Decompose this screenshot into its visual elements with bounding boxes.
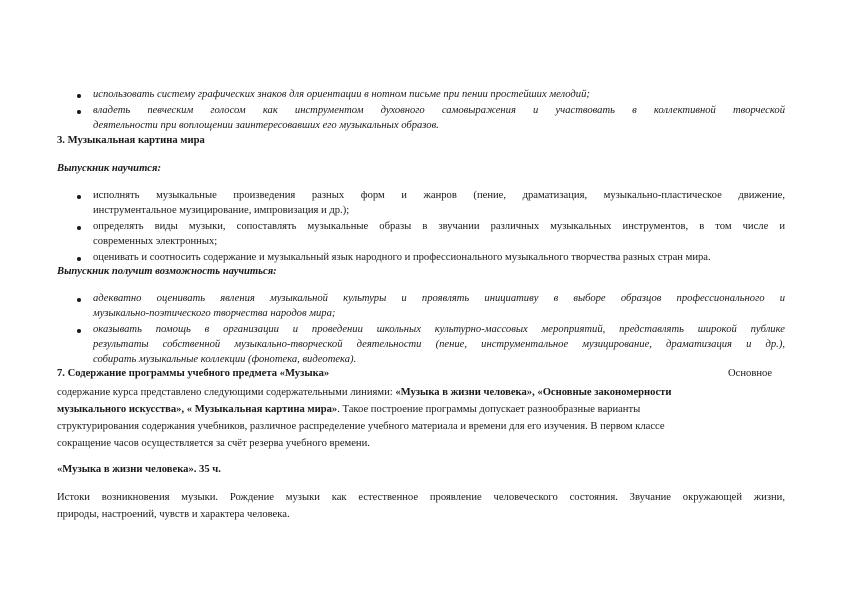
list-item-continuation: деятельности при воплощении заинтересовавших его музыкальных образов. xyxy=(93,120,439,131)
list-item: исполнять музыкальные произведения разных форм и жанров (пение, драматизация, музыкально-пластическое движение, xyxy=(93,190,785,201)
bullet-dot xyxy=(77,110,81,114)
paragraph-word: Основное xyxy=(728,368,773,379)
list-item-continuation: инструментальное музицирование, импровизация и др.); xyxy=(93,205,350,216)
paragraph-text: . Такое построение программы допускает разнообразные варианты xyxy=(337,404,641,415)
topic-heading: «Музыка в жизни человека». 35 ч. xyxy=(57,464,221,475)
bullet-dot xyxy=(77,94,81,98)
list-item: определять виды музыки, сопоставлять музыкальные образы в звучании различных музыкальных инструментов, в том числе и xyxy=(93,221,785,232)
list-item: владеть певческим голосом как инструментом духовного самовыражения и участвовать в коллективной творческой xyxy=(93,105,785,116)
subheading-opportunity: Выпускник получит возможность научиться: xyxy=(57,266,277,277)
paragraph-line: Истоки возникновения музыки. Рождение музыки как естественное проявление человеческого состояния. Звучание окружающей жизни, xyxy=(57,492,785,503)
bullet-dot xyxy=(77,329,81,333)
list-item-continuation: результаты собственной музыкально-творческой деятельности (пение, инструментальное музицирование, драматизация и др.), xyxy=(93,339,785,350)
paragraph-line: природы, настроений, чувств и характера человека. xyxy=(57,509,290,520)
bullet-dot xyxy=(77,195,81,199)
list-item-continuation: собирать музыкальные коллекции (фонотека, видеотека). xyxy=(93,354,357,365)
paragraph-text: содержание курса представлено следующими содержательными линиями: xyxy=(57,387,396,398)
section-heading: 3. Музыкальная картина мира xyxy=(57,135,205,146)
bullet-dot xyxy=(77,298,81,302)
list-item: использовать систему графических знаков для ориентации в нотном письме при пении простейших мелодий; xyxy=(93,89,590,100)
bullet-dot xyxy=(77,226,81,230)
section-heading: 7. Содержание программы учебного предмета «Музыка» xyxy=(57,368,330,379)
list-item: оценивать и соотносить содержание и музыкальный язык народного и профессионального музыкального творчества разных стран мира. xyxy=(93,252,711,263)
content-lines-bold: «Музыка в жизни человека», «Основные закономерности xyxy=(395,387,672,398)
content-lines-bold: музыкального искусства», « Музыкальная картина мира» xyxy=(57,404,338,415)
paragraph-line: структурирования содержания учебников, различное распределение учебного материала и времени для его изучения. В первом классе xyxy=(57,421,665,432)
list-item: адекватно оценивать явления музыкальной культуры и проявлять инициативу в выборе образцов профессионального и xyxy=(93,293,785,304)
list-item-continuation: музыкально-поэтического творчества народов мира; xyxy=(93,308,336,319)
subheading-will-learn: Выпускник научится: xyxy=(57,163,161,174)
paragraph-line xyxy=(57,402,640,417)
bullet-dot xyxy=(77,257,81,261)
list-item: оказывать помощь в организации и проведении школьных культурно-массовых мероприятий, представлять широкой публике xyxy=(93,324,785,335)
paragraph-line xyxy=(57,385,671,400)
paragraph-line: сокращение часов осуществляется за счёт резерва учебного времени. xyxy=(57,438,370,449)
list-item-continuation: современных электронных; xyxy=(93,236,218,247)
